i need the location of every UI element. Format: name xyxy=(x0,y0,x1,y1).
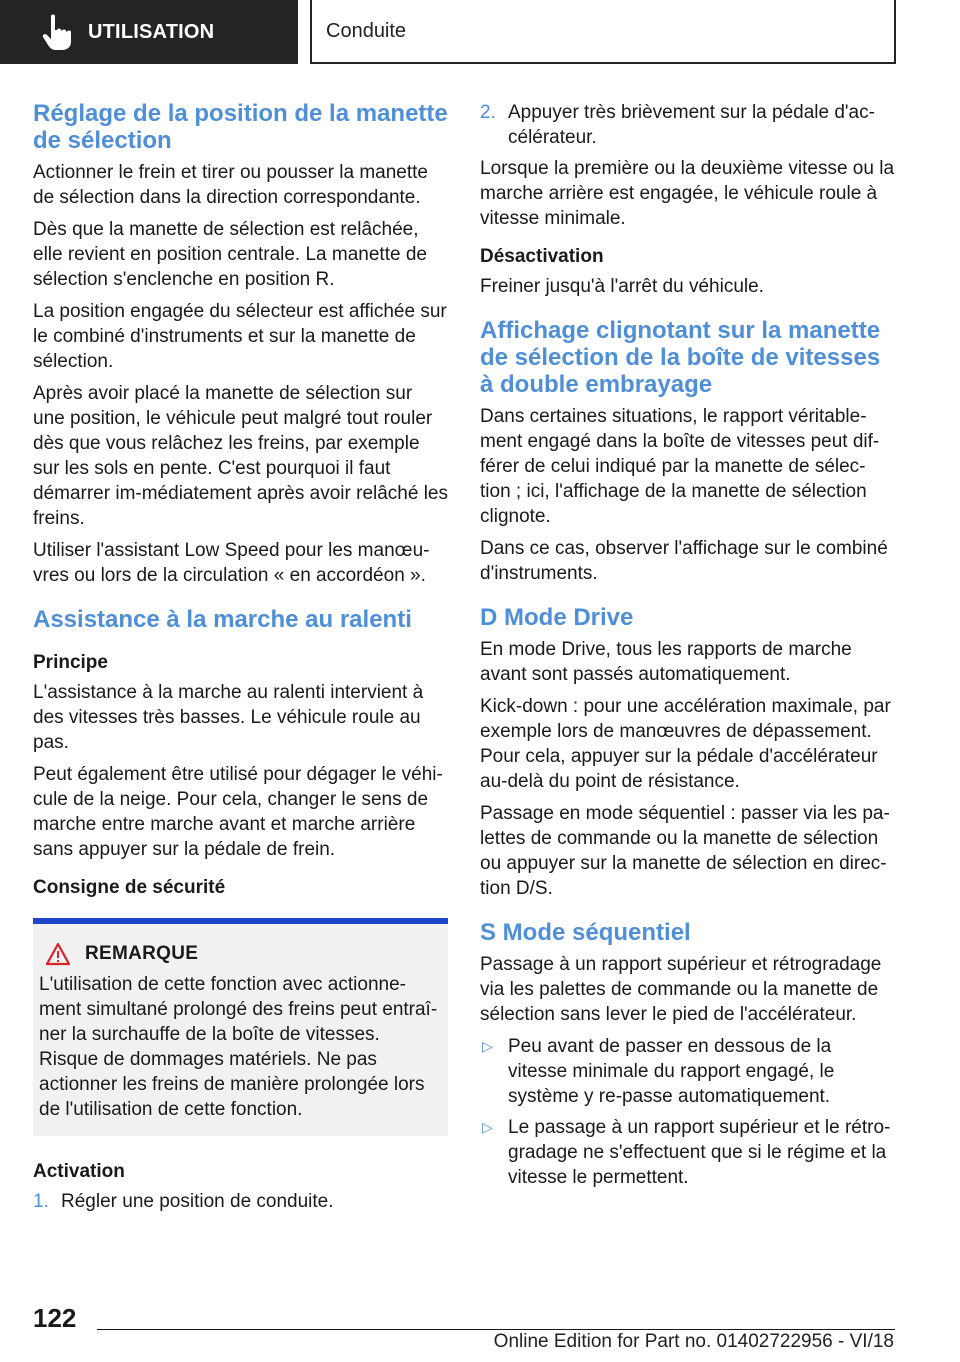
section-tab xyxy=(0,0,298,64)
paragraph: Passage à un rapport supérieur et rétrogradage via les palettes de commande ou la manette de sélection sans lever le pied de l'accélérateur. xyxy=(480,954,882,1025)
page-footer xyxy=(0,1295,960,1362)
triangle-bullet-icon: ▷ xyxy=(482,1119,493,1135)
chapter-tab xyxy=(310,0,896,64)
chapter-title: Conduite xyxy=(326,19,407,42)
heading-affichage: Affichage clignotant sur la manette de sélection de la boîte de vitesses à double embrayage xyxy=(480,317,881,398)
warning-title: REMARQUE xyxy=(85,943,199,964)
page-number: 122 xyxy=(33,1303,77,1333)
warning-triangle-icon xyxy=(45,942,71,966)
activation-steps xyxy=(33,1189,448,1214)
bullet-list xyxy=(480,1034,895,1190)
heading-consigne: Consigne de sécurité xyxy=(33,877,226,898)
heading-desactivation: Désactivation xyxy=(480,246,604,267)
paragraph: Peut également être utilisé pour dégager le véhi-cule de la neige. Pour cela, changer le sens de marche entre marche avant et marche arrière sans appuyer sur la pédale de frein. xyxy=(33,764,443,860)
step-number: 2. xyxy=(480,102,496,123)
paragraph: L'assistance à la marche au ralenti intervient à des vitesses très basses. Le véhicule roule au pas. xyxy=(33,682,424,753)
warning-header xyxy=(39,942,442,966)
list-item xyxy=(480,1115,895,1190)
hand-pointer-icon xyxy=(38,12,76,52)
warning-text: L'utilisation de cette fonction avec actionne-ment simultané prolongé des freins peut entraî-ner la surchauffe de la boîte de vitesses. Risque de dommages matériels. Ne pas actionner les freins de manière prolongée lors de l'utilisation de cette fonction. xyxy=(39,974,438,1120)
right-column xyxy=(480,100,895,1196)
activation-steps-continued xyxy=(480,100,895,150)
paragraph: Actionner le frein et tirer ou pousser la manette de sélection dans la direction correspondante. xyxy=(33,162,428,208)
paragraph: La position engagée du sélecteur est affichée sur le combiné d'instruments et sur la manette de sélection. xyxy=(33,301,447,372)
heading-drive: D Mode Drive xyxy=(480,604,634,631)
paragraph: Dans ce cas, observer l'affichage sur le combiné d'instruments. xyxy=(480,538,888,584)
bullet-text: Le passage à un rapport supérieur et le rétro-gradage ne s'effectuent que si le régime et la vitesse le permettent. xyxy=(508,1117,891,1188)
step-number: 1. xyxy=(33,1191,49,1212)
heading-activation: Activation xyxy=(33,1161,125,1182)
paragraph: Utiliser l'assistant Low Speed pour les manœu-vres ou lors de la circulation « en accordéon ». xyxy=(33,540,430,586)
paragraph: Freiner jusqu'à l'arrêt du véhicule. xyxy=(480,276,764,297)
heading-sequentiel: S Mode séquentiel xyxy=(480,919,691,946)
page-header xyxy=(0,0,960,66)
left-column xyxy=(33,100,448,1220)
step-text: Appuyer très brièvement sur la pédale d'ac-célérateur. xyxy=(508,102,875,148)
bullet-text: Peu avant de passer en dessous de la vitesse minimale du rapport engagé, le système y re-passe automatiquement. xyxy=(508,1036,835,1107)
heading-principe: Principe xyxy=(33,652,108,673)
paragraph: Après avoir placé la manette de sélection sur une position, le véhicule peut malgré tout rouler dès que vous relâchez les freins, par exemple sur les sols en pente. C'est pourquoi il faut démarrer im-médiatement après avoir relâché les freins. xyxy=(33,383,448,529)
section-title: UTILISATION xyxy=(88,20,215,43)
list-item xyxy=(480,100,895,150)
paragraph: Dès que la manette de sélection est relâchée, elle revient en position centrale. La manette de sélection s'enclenche en position R. xyxy=(33,219,427,290)
list-item xyxy=(33,1189,448,1214)
paragraph: Dans certaines situations, le rapport véritable-ment engagé dans la boîte de vitesses peut dif-férer de celui indiqué par la manette de sélec-tion ; ici, l'affichage de la manette de sélection clignote. xyxy=(480,406,880,527)
footer-divider xyxy=(97,1329,895,1330)
heading-assistance: Assistance à la marche au ralenti xyxy=(33,606,412,633)
paragraph: Kick-down : pour une accélération maximale, par exemple lors de manœuvres de dépassement. Pour cela, appuyer sur la pédale d'accélérateur au-delà du point de résistance. xyxy=(480,696,891,792)
heading-reglage: Réglage de la position de la manette de sélection xyxy=(33,100,448,154)
paragraph: En mode Drive, tous les rapports de marche avant sont passés automatiquement. xyxy=(480,639,852,685)
warning-box xyxy=(33,918,448,1136)
paragraph: Passage en mode séquentiel : passer via les pa-lettes de commande ou la manette de sélection ou appuyer sur la manette de sélection en direc-tion D/S. xyxy=(480,803,890,899)
step-text: Régler une position de conduite. xyxy=(61,1191,334,1212)
edition-note: Online Edition for Part no. 01402722956 - VI/18 xyxy=(493,1331,894,1352)
list-item xyxy=(480,1034,895,1109)
triangle-bullet-icon: ▷ xyxy=(482,1038,493,1054)
paragraph: Lorsque la première ou la deuxième vitesse ou la marche arrière est engagée, le véhicule roule à vitesse minimale. xyxy=(480,158,895,229)
